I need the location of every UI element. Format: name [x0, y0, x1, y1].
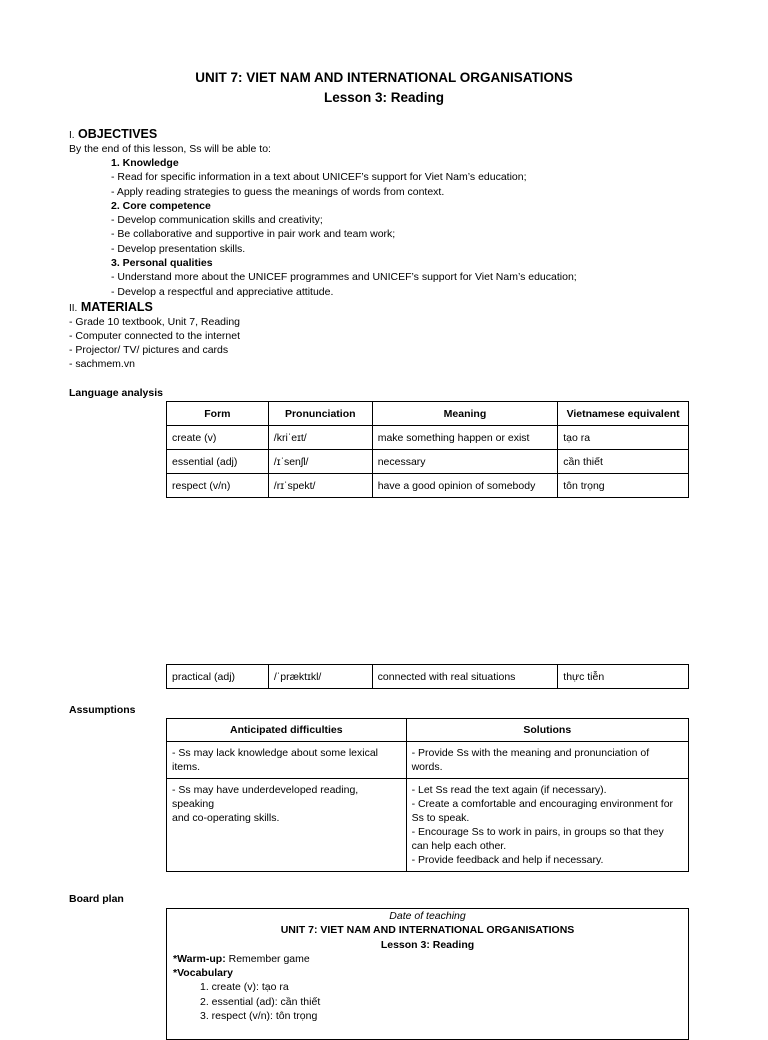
difficulty-cell	[167, 742, 407, 779]
language-analysis-table-continued	[166, 664, 689, 689]
solution-line: - Provide feedback and help if necessary.	[411, 854, 604, 866]
meaning-cell: necessary	[372, 450, 558, 474]
meaning-cell: connected with real situations	[372, 665, 558, 689]
pronunciation-cell: /ˈpræktɪkl/	[268, 665, 372, 689]
warmup-label: *Warm-up:	[173, 952, 226, 965]
materials-item: - Computer connected to the internet	[69, 330, 241, 342]
difficulty-cell	[167, 779, 407, 872]
column-header: Anticipated difficulties	[167, 719, 407, 742]
materials-item: - Projector/ TV/ pictures and cards	[69, 344, 229, 356]
meaning-cell: have a good opinion of somebody	[372, 474, 558, 498]
board-title: UNIT 7: VIET NAM AND INTERNATIONAL ORGANISATIONS	[280, 924, 575, 937]
personal-qualities-item: - Understand more about the UNICEF programmes and UNICEF’s support for Viet Nam’s education;	[111, 271, 577, 283]
solution-line: can help each other.	[411, 840, 507, 852]
solution-line: Ss to speak.	[411, 812, 470, 824]
board-date: Date of teaching	[389, 910, 466, 922]
vietnamese-cell: cần thiết	[558, 450, 689, 474]
table-row	[167, 426, 689, 450]
knowledge-item: - Apply reading strategies to guess the meanings of words from context.	[111, 186, 445, 198]
form-cell: practical (adj)	[167, 665, 269, 689]
objectives-number: I.	[69, 130, 75, 141]
form-cell: essential (adj)	[167, 450, 269, 474]
difficulty-line: and co-operating skills.	[172, 812, 280, 824]
document-title: UNIT 7: VIET NAM AND INTERNATIONAL ORGANISATIONS	[195, 70, 573, 85]
table-row	[167, 450, 689, 474]
column-header: Form	[167, 402, 269, 426]
materials-heading	[69, 300, 153, 314]
solution-line: - Let Ss read the text again (if necessary).	[411, 784, 607, 796]
warmup-text: Remember game	[225, 952, 310, 965]
personal-qualities-title: 3. Personal qualities	[111, 257, 213, 269]
knowledge-item: - Read for specific information in a text about UNICEF’s support for Viet Nam’s education;	[111, 171, 527, 183]
meaning-cell: make something happen or exist	[372, 426, 558, 450]
table-row	[167, 474, 689, 498]
pronunciation-cell: /rɪˈspekt/	[268, 474, 372, 498]
form-cell: respect (v/n)	[167, 474, 269, 498]
solution-line: words.	[411, 761, 443, 773]
difficulty-line: - Ss may have underdeveloped reading, speaking	[172, 784, 359, 810]
solution-line: - Provide Ss with the meaning and pronunciation of	[411, 747, 650, 759]
solution-cell	[406, 742, 688, 779]
core-competence-item: - Be collaborative and supportive in pair work and team work;	[111, 228, 396, 240]
table-header-row	[167, 719, 689, 742]
language-analysis-label: Language analysis	[69, 387, 163, 399]
board-plan-label: Board plan	[69, 893, 124, 905]
assumptions-table	[166, 718, 689, 872]
solution-cell	[406, 779, 688, 872]
form-cell: create (v)	[167, 426, 269, 450]
objectives-heading	[69, 127, 157, 141]
table-row	[167, 742, 689, 779]
materials-number: II.	[69, 303, 78, 314]
objectives-intro: By the end of this lesson, Ss will be able to:	[69, 143, 271, 155]
materials-item: - Grade 10 textbook, Unit 7, Reading	[69, 316, 241, 328]
table-row	[167, 779, 689, 872]
board-vocabulary-label: *Vocabulary	[173, 967, 233, 980]
vietnamese-cell: thực tiễn	[558, 665, 689, 689]
board-warmup	[167, 952, 688, 966]
lesson-title: Lesson 3: Reading	[323, 90, 445, 105]
board-vocab-item: 1. create (v): tạo ra	[200, 981, 289, 994]
vietnamese-cell: tạo ra	[558, 426, 689, 450]
objectives-heading-text: OBJECTIVES	[78, 127, 158, 141]
language-analysis-table	[166, 401, 689, 498]
difficulty-line: items.	[172, 761, 201, 773]
table-header-row	[167, 402, 689, 426]
knowledge-title: 1. Knowledge	[111, 157, 179, 169]
solution-line: - Create a comfortable and encouraging environment for	[411, 798, 674, 810]
board-lesson: Lesson 3: Reading	[380, 938, 475, 951]
core-competence-item: - Develop communication skills and creativity;	[111, 214, 323, 226]
column-header: Pronunciation	[268, 402, 372, 426]
column-header: Vietnamese equivalent	[558, 402, 689, 426]
table-row	[167, 665, 689, 689]
vietnamese-cell: tôn trọng	[558, 474, 689, 498]
personal-qualities-item: - Develop a respectful and appreciative attitude.	[111, 286, 334, 298]
solution-line: - Encourage Ss to work in pairs, in groups so that they	[411, 826, 664, 838]
core-competence-title: 2. Core competence	[111, 200, 211, 212]
core-competence-item: - Develop presentation skills.	[111, 243, 246, 255]
assumptions-label: Assumptions	[69, 704, 136, 716]
pronunciation-cell: /kriˈeɪt/	[268, 426, 372, 450]
board-plan-box	[166, 908, 689, 1040]
column-header: Meaning	[372, 402, 558, 426]
materials-item: - sachmem.vn	[69, 358, 135, 370]
board-vocab-item: 2. essential (ad): cần thiết	[200, 995, 321, 1008]
column-header: Solutions	[406, 719, 688, 742]
materials-heading-text: MATERIALS	[80, 300, 153, 314]
board-vocab-item: 3. respect (v/n): tôn trọng	[200, 1010, 318, 1023]
difficulty-line: - Ss may lack knowledge about some lexical	[172, 747, 379, 759]
pronunciation-cell: /ɪˈsenʃl/	[268, 450, 372, 474]
